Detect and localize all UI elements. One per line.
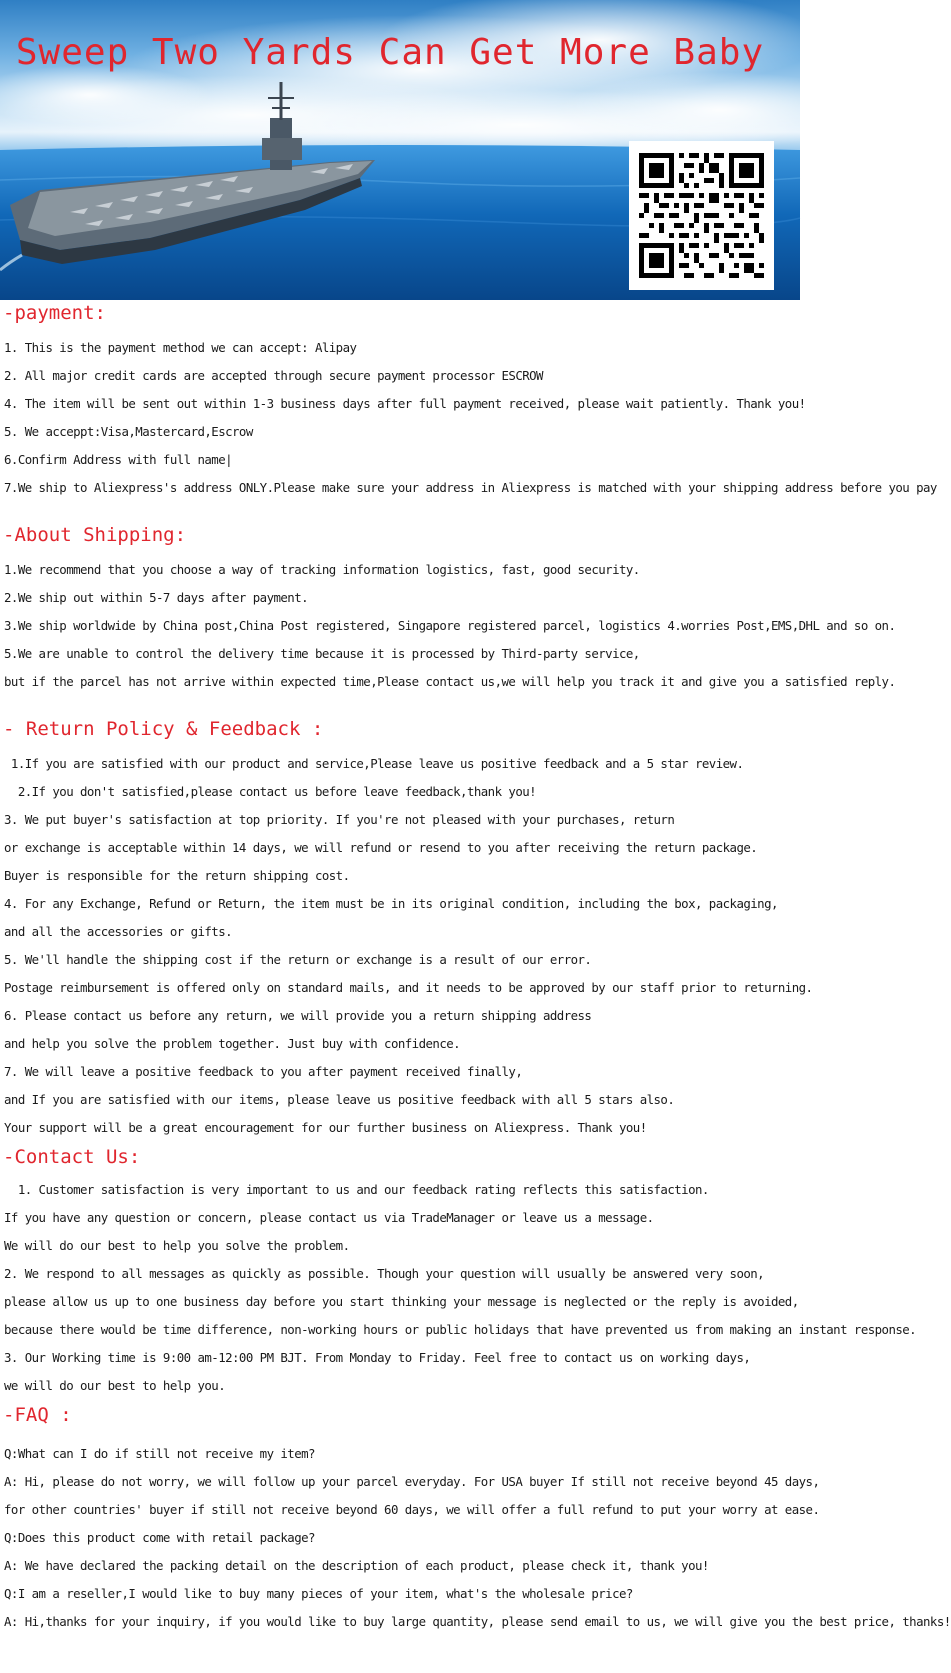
return-policy-line: 1.If you are satisfied with our product and service,Please leave us positive feedback and a 5 star review.: [4, 756, 744, 771]
contact-line: If you have any question or concern, please contact us via TradeManager or leave us a message.: [4, 1210, 654, 1225]
return-policy-line: 4. For any Exchange, Refund or Return, the item must be in its original condition, including the box, packaging,: [4, 896, 778, 911]
banner-title: Sweep Two Yards Can Get More Baby: [15, 32, 765, 73]
faq-answer: A: Hi,thanks for your inquiry, if you would like to buy large quantity, please send email to us, we will give you the best price, thanks!: [4, 1614, 951, 1629]
faq-question: Q:Does this product come with retail package?: [4, 1530, 315, 1545]
return-policy-line: Your support will be a great encouragement for our further business on Aliexpress. Thank you!: [4, 1120, 647, 1135]
payment-line: 4. The item will be sent out within 1-3 business days after full payment received, please wait patiently. Thank you!: [4, 396, 806, 411]
return-policy-section: [0, 714, 813, 1142]
shipping-line: 2.We ship out within 5-7 days after payment.: [4, 590, 309, 605]
contact-section: [0, 1142, 917, 1400]
shipping-line: but if the parcel has not arrive within expected time,Please contact us,we will help you track it and give you a satisfied reply.: [4, 674, 896, 689]
return-policy-line: or exchange is acceptable within 14 days, we will refund or resend to you after receiving the return package.: [4, 840, 758, 855]
qr-code-icon: [639, 153, 764, 278]
contact-line: 1. Customer satisfaction is very important to us and our feedback rating reflects this satisfaction.: [4, 1182, 709, 1197]
return-policy-line: and If you are satisfied with our items, please leave us positive feedback with all 5 stars also.: [4, 1092, 675, 1107]
return-policy-line: 3. We put buyer's satisfaction at top priority. If you're not pleased with your purchases, return: [4, 812, 675, 827]
return-policy-line: and all the accessories or gifts.: [4, 924, 233, 939]
faq-question: Q:What can I do if still not receive my item?: [4, 1446, 315, 1461]
faq-answer: for other countries' buyer if still not receive beyond 60 days, we will offer a full refund to put your worry at ease.: [4, 1502, 820, 1517]
return-policy-line: 2.If you don't satisfied,please contact us before leave feedback,thank you!: [4, 784, 537, 799]
faq-answer: A: We have declared the packing detail on the description of each product, please check it, thank you!: [4, 1558, 709, 1573]
qr-code: [629, 141, 774, 290]
payment-section: [0, 300, 937, 502]
return-policy-line: and help you solve the problem together. Just buy with confidence.: [4, 1036, 461, 1051]
return-policy-heading: - Return Policy & Feedback :: [3, 718, 324, 740]
header-banner: [0, 0, 800, 300]
policy-content: [0, 300, 951, 1636]
contact-line: 2. We respond to all messages as quickly as possible. Though your question will usually be answered very soon,: [4, 1266, 765, 1281]
contact-line: please allow us up to one business day before you start thinking your message is neglected or the reply is avoided,: [4, 1294, 799, 1309]
return-policy-line: Buyer is responsible for the return shipping cost.: [4, 868, 350, 883]
payment-line: 7.We ship to Aliexpress's address ONLY.Please make sure your address in Aliexpress is matched with your shipping address before you pay: [4, 480, 937, 495]
faq-answer: A: Hi, please do not worry, we will follow up your parcel everyday. For USA buyer If still not receive beyond 45 days,: [4, 1474, 820, 1489]
contact-line: We will do our best to help you solve the problem.: [4, 1238, 350, 1253]
payment-line: 6.Confirm Address with full name|: [4, 452, 233, 467]
faq-section: [0, 1400, 951, 1636]
payment-heading: -payment:: [3, 302, 106, 324]
shipping-line: 5.We are unable to control the delivery time because it is processed by Third-party service,: [4, 646, 640, 661]
shipping-line: 3.We ship worldwide by China post,China Post registered, Singapore registered parcel, logistics 4.worries Post,EMS,DHL and so on.: [4, 618, 896, 633]
faq-question: Q:I am a reseller,I would like to buy many pieces of your item, what's the wholesale price?: [4, 1586, 633, 1601]
return-policy-line: 6. Please contact us before any return, we will provide you a return shipping address: [4, 1008, 592, 1023]
payment-line: 1. This is the payment method we can accept: Alipay: [4, 340, 357, 355]
contact-line: we will do our best to help you.: [4, 1378, 226, 1393]
contact-line: because there would be time difference, non-working hours or public holidays that have prevented us from making an instant response.: [4, 1322, 917, 1337]
faq-heading: -FAQ :: [3, 1404, 72, 1426]
shipping-heading: -About Shipping:: [3, 524, 187, 546]
return-policy-line: 5. We'll handle the shipping cost if the return or exchange is a result of our error.: [4, 952, 592, 967]
return-policy-line: Postage reimbursement is offered only on standard mails, and it needs to be approved by our staff prior to returning.: [4, 980, 813, 995]
return-policy-line: 7. We will leave a positive feedback to you after payment received finally,: [4, 1064, 523, 1079]
contact-line: 3. Our Working time is 9:00 am-12:00 PM BJT. From Monday to Friday. Feel free to contact us on working days,: [4, 1350, 751, 1365]
contact-heading: -Contact Us:: [3, 1146, 141, 1168]
shipping-section: [0, 520, 896, 696]
shipping-line: 1.We recommend that you choose a way of tracking information logistics, fast, good security.: [4, 562, 640, 577]
payment-line: 5. We acceppt:Visa,Mastercard,Escrow: [4, 424, 253, 439]
payment-line: 2. All major credit cards are accepted through secure payment processor ESCROW: [4, 368, 543, 383]
